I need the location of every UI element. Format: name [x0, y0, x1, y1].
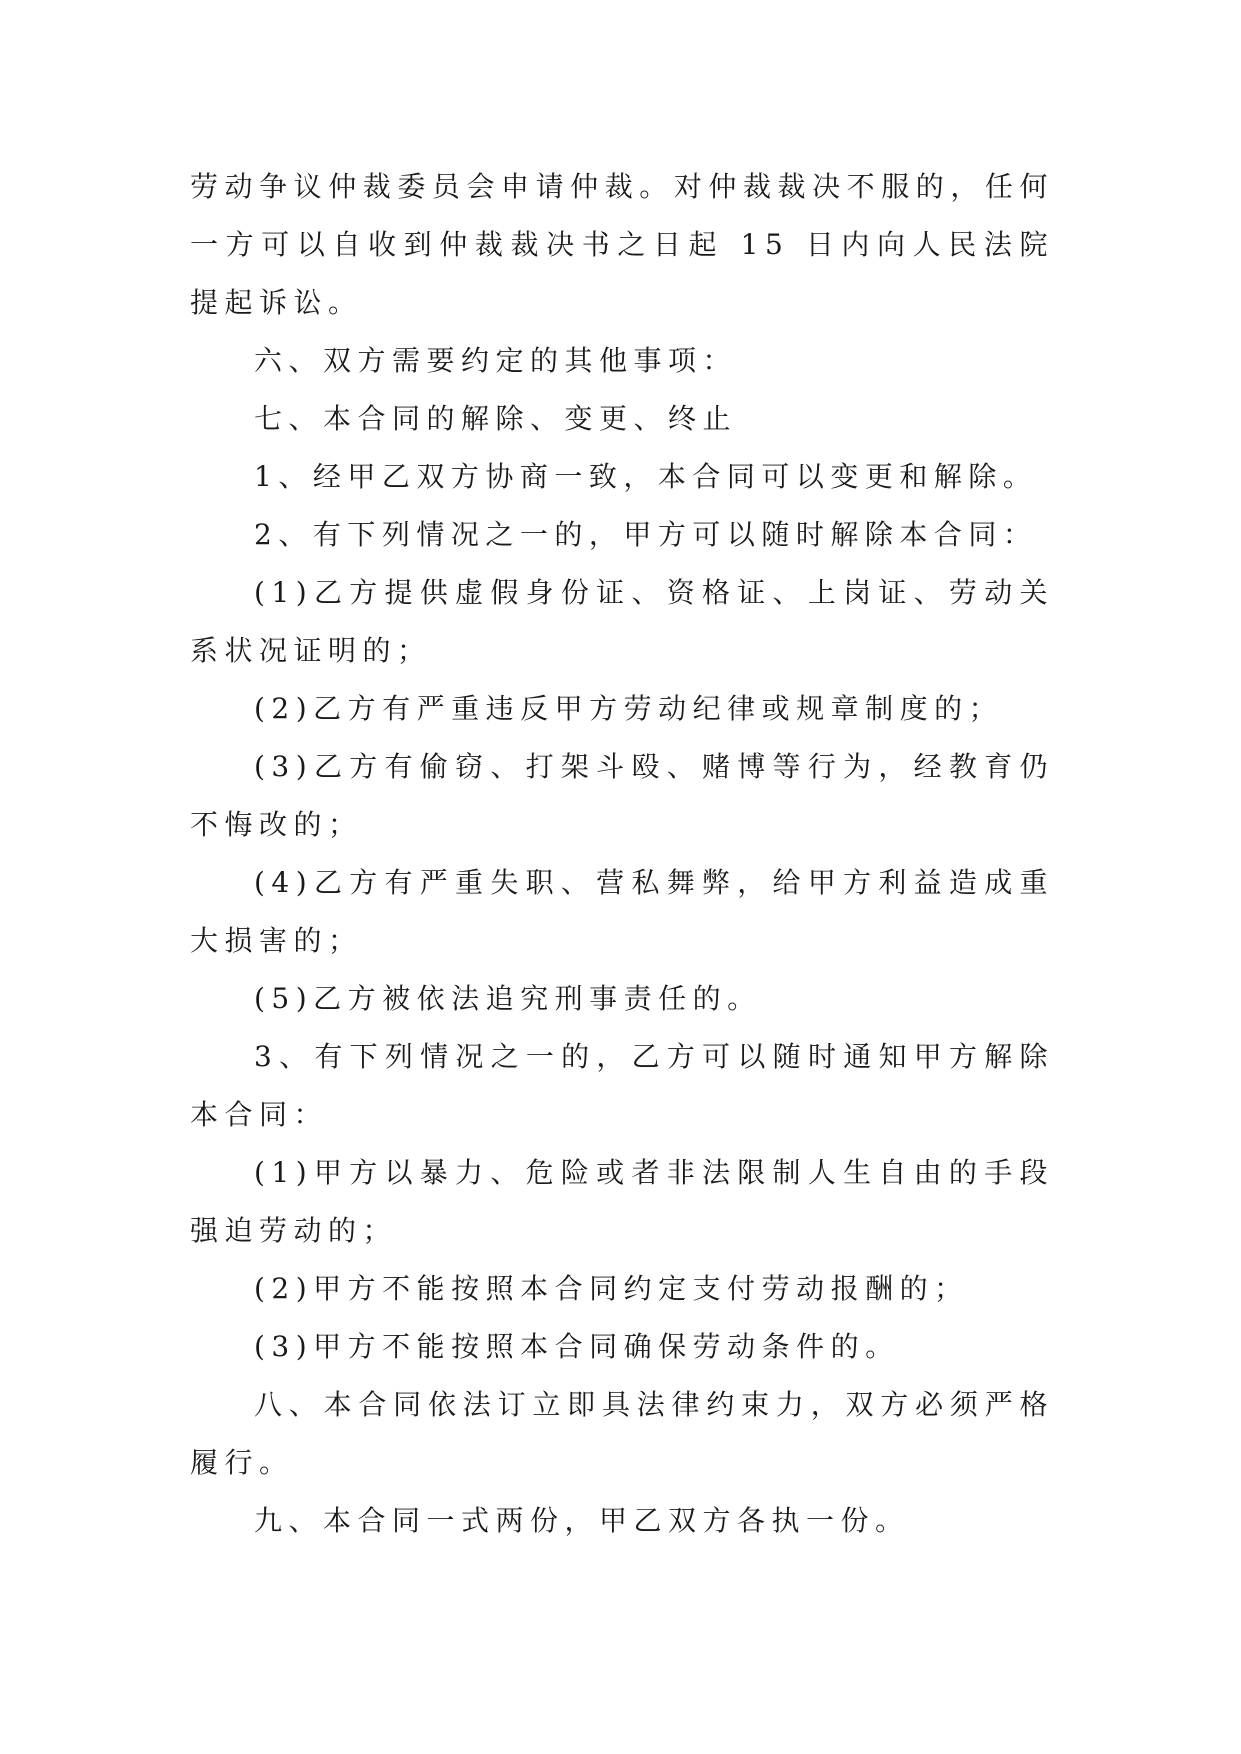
paragraph-section-7-heading: 七、本合同的解除、变更、终止 [254, 402, 738, 435]
paragraph-clause-2-item-2: (2)乙方有严重违反甲方劳动纪律或规章制度的； [254, 692, 1004, 725]
paragraph-clause-2: 2、有下列情况之一的，甲方可以随时解除本合同： [254, 518, 1038, 551]
paragraph-clause-2-item-5: (5)乙方被依法追究刑事责任的。 [254, 982, 762, 1015]
paragraph-section-6: 六、双方需要约定的其他事项： [254, 344, 738, 377]
paragraph-clause-3-item-3: (3)甲方不能按照本合同确保劳动条件的。 [254, 1330, 900, 1363]
paragraph-clause-3: 3、有下列情况之一的，乙方可以随时通知甲方解除本合同： [190, 1040, 1054, 1131]
paragraph-clause-2-item-3: (3)乙方有偷窃、打架斗殴、赌博等行为，经教育仍不悔改的； [190, 750, 1054, 841]
paragraph-section-8: 八、本合同依法订立即具法律约束力，双方必须严格履行。 [190, 1388, 1054, 1479]
paragraph-clause-2-item-1: (1)乙方提供虚假身份证、资格证、上岗证、劳动关系状况证明的； [190, 576, 1054, 667]
paragraph-clause-3-item-2: (2)甲方不能按照本合同约定支付劳动报酬的； [254, 1272, 969, 1305]
paragraph-clause-3-item-1: (1)甲方以暴力、危险或者非法限制人生自由的手段强迫劳动的； [190, 1156, 1054, 1247]
paragraph-clause-2-item-4: (4)乙方有严重失职、营私舞弊，给甲方利益造成重大损害的； [190, 866, 1054, 957]
document-body [190, 158, 1054, 1550]
paragraph-section-9: 九、本合同一式两份，甲乙双方各执一份。 [254, 1504, 910, 1537]
paragraph-clause-1: 1、经甲乙双方协商一致，本合同可以变更和解除。 [254, 460, 1038, 493]
paragraph-arbitration-continued: 劳动争议仲裁委员会申请仲裁。对仲裁裁决不服的，任何一方可以自收到仲裁裁决书之日起 15 日内向人民法院提起诉讼。 [190, 170, 1054, 319]
